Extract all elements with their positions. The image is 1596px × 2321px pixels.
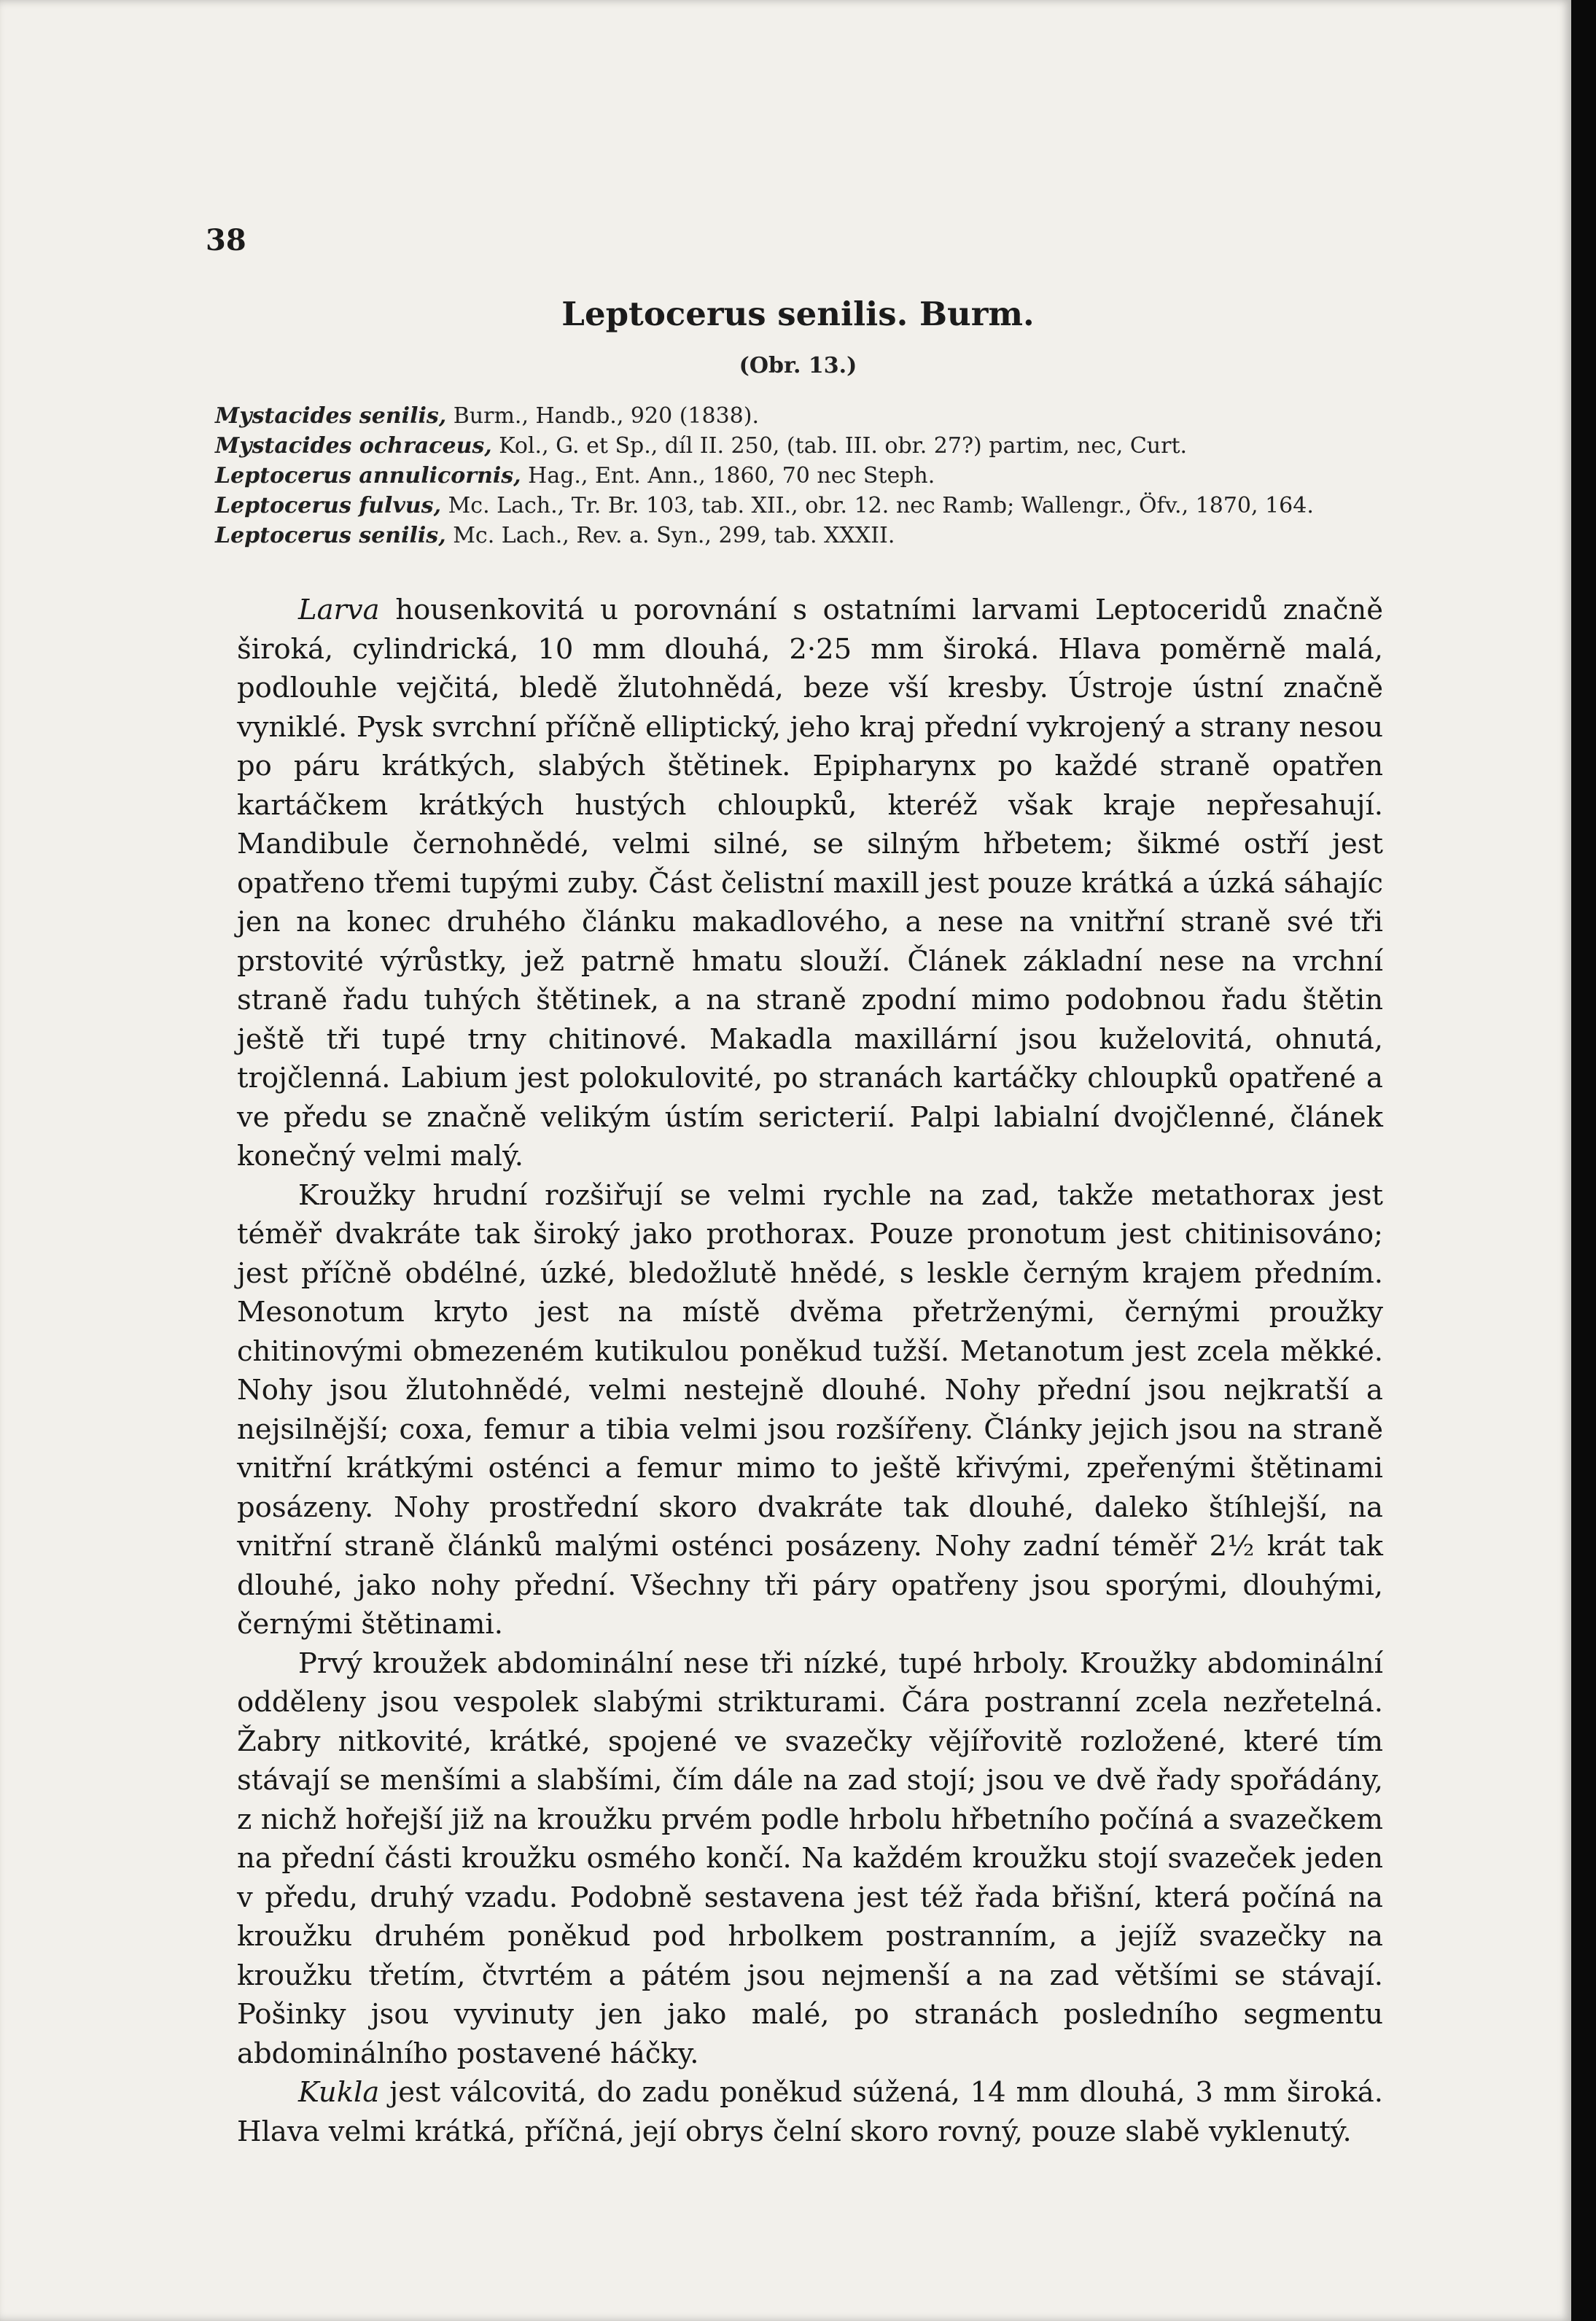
synonym-taxon: Mystacides senilis, (215, 403, 447, 429)
synonymy-entry (215, 401, 1396, 431)
pupa-label: Kukla (298, 2076, 380, 2109)
paragraph-thorax: Kroužky hrudní rozšiřují se velmi rychle na zad, takže metathorax jest téměř dvakráte tak široký jako prothorax. Pouze pronotum jest chitinisováno; jest příčně obdélné, úzké, bledožlutě hnědé, s leskle černým krajem předním. Mesonotum kryto jest na místě dvěma přetrženými, černými proužky chitinovými obmezeném kutikulou poněkud tužší. Metanotum jest zcela měkké. Nohy jsou žlutohnědé, velmi nestejně dlouhé. Nohy přední jsou nejkratší a nejsilnější; coxa, femur a tibia velmi jsou rozšířeny. Články jejich jsou na straně vnitřní krátkými osténci a femur mimo to ještě křivými, zpeřenými štětinami posázeny. Nohy prostřední skoro dvakráte tak dlouhé, daleko štíhlejší, na vnitřní straně článků malými osténci posázeny. Nohy zadní téměř 2½ krát tak dlouhé, jako nohy přední. Všechny tři páry opatřeny jsou sporými, dlouhými, černými štětinami. (237, 1178, 1383, 1641)
synonym-taxon: Leptocerus fulvus, (215, 493, 442, 518)
species-name: Leptocerus senilis. (561, 295, 908, 333)
synonymy-list (215, 401, 1396, 551)
larva-label: Larva (298, 594, 380, 626)
synonymy-entry (215, 491, 1396, 521)
synonym-citation: Kol., G. et Sp., díl II. 250, (tab. III. obr. 27?) partim, nec, Curt. (499, 433, 1188, 459)
page-number: 38 (206, 223, 246, 257)
synonym-citation: Mc. Lach., Tr. Br. 103, tab. XII., obr. 12. nec Ramb; Wallengr., Öfv., 1870, 164. (448, 493, 1314, 518)
synonym-citation: Burm., Handb., 920 (1838). (453, 403, 759, 429)
synonymy-entry (215, 461, 1396, 491)
pupa-text: jest válcovitá, do zadu poněkud súžená, 14 mm dlouhá, 3 mm široká. Hlava velmi krátká, příčná, její obrys čelní skoro rovný, pouze slabě vyklenutý. (237, 2076, 1383, 2148)
synonym-citation: Mc. Lach., Rev. a. Syn., 299, tab. XXXII. (453, 523, 895, 548)
paragraph-abdomen: Prvý kroužek abdominální nese tři nízké, tupé hrboly. Kroužky abdominální odděleny jsou vespolek slabými strikturami. Čára postranní zcela nezřetelná. Žabry nitkovité, krátké, spojené ve svazečky vějířovitě rozložené, které tím stávají se menšími a slabšími, čím dále na zad stojí; jsou ve dvě řady spořádány, z nichž hořejší již na kroužku prvém podle hrbolu hřbetního počíná a svazečkem na přední části kroužku osmého končí. Na každém kroužku stojí svazeček jeden v předu, druhý vzadu. Podobně sestavena jest též řada břišní, která počíná na kroužku druhém poněkud pod hrbolkem postranním, a jejíž svazečky na kroužku třetím, čtvrtém a pátém jsou nejmenší a na zad většími se stávají. Pošinky jsou vyvinuty jen jako malé, po stranách posledního segmentu abdominálního postavené háčky. (237, 1647, 1383, 2070)
species-author: Burm. (919, 295, 1035, 333)
synonym-taxon: Leptocerus annulicornis, (215, 463, 521, 489)
paragraph-larva (237, 591, 1383, 1176)
paragraph-pupa (237, 2073, 1383, 2151)
synonym-taxon: Mystacides ochraceus, (215, 433, 492, 459)
body-text (237, 591, 1383, 2151)
figure-reference: (Obr. 13.) (739, 353, 857, 378)
synonym-taxon: Leptocerus senilis, (215, 523, 446, 548)
species-title (0, 295, 1596, 333)
synonymy-entry (215, 431, 1396, 461)
larva-text: housenkovitá u porovnání s ostatními larvami Leptoceridů značně široká, cylindrická, 10 mm dlouhá, 2·25 mm široká. Hlava poměrně malá, podlouhle vejčitá, bledě žlutohnědá, beze vší kresby. Ústroje ústní značně vyniklé. Pysk svrchní příčně elliptický, jeho kraj přední vykrojený a strany nesou po páru krátkých, slabých štětinek. Epipharynx po každé straně opatřen kartáčkem krátkých hustých chloupků, kteréž však kraje nepřesahují. Mandibule černohnědé, velmi silné, se silným hřbetem; šikmé ostří jest opatřeno třemi tupými zuby. Část čelistní maxill jest pouze krátká a úzká sáhajíc jen na konec druhého článku makadlového, a nese na vnitřní straně své tři prstovité výrůstky, jež patrně hmatu slouží. Článek základní nese na vrchní straně řadu tuhých štětinek, a na straně zpodní mimo podobnou řadu štětin ještě tři tupé trny chitinové. Makadla maxillární jsou kuželovitá, ohnutá, trojčlenná. Labium jest polokulovité, po stranách kartáčky chloupků opatřené a ve předu se značně velikým ústím sericterií. Palpi labialní dvojčlenné, článek konečný velmi malý. (237, 594, 1383, 1173)
synonym-citation: Hag., Ent. Ann., 1860, 70 nec Steph. (528, 463, 935, 489)
synonymy-entry (215, 521, 1396, 551)
